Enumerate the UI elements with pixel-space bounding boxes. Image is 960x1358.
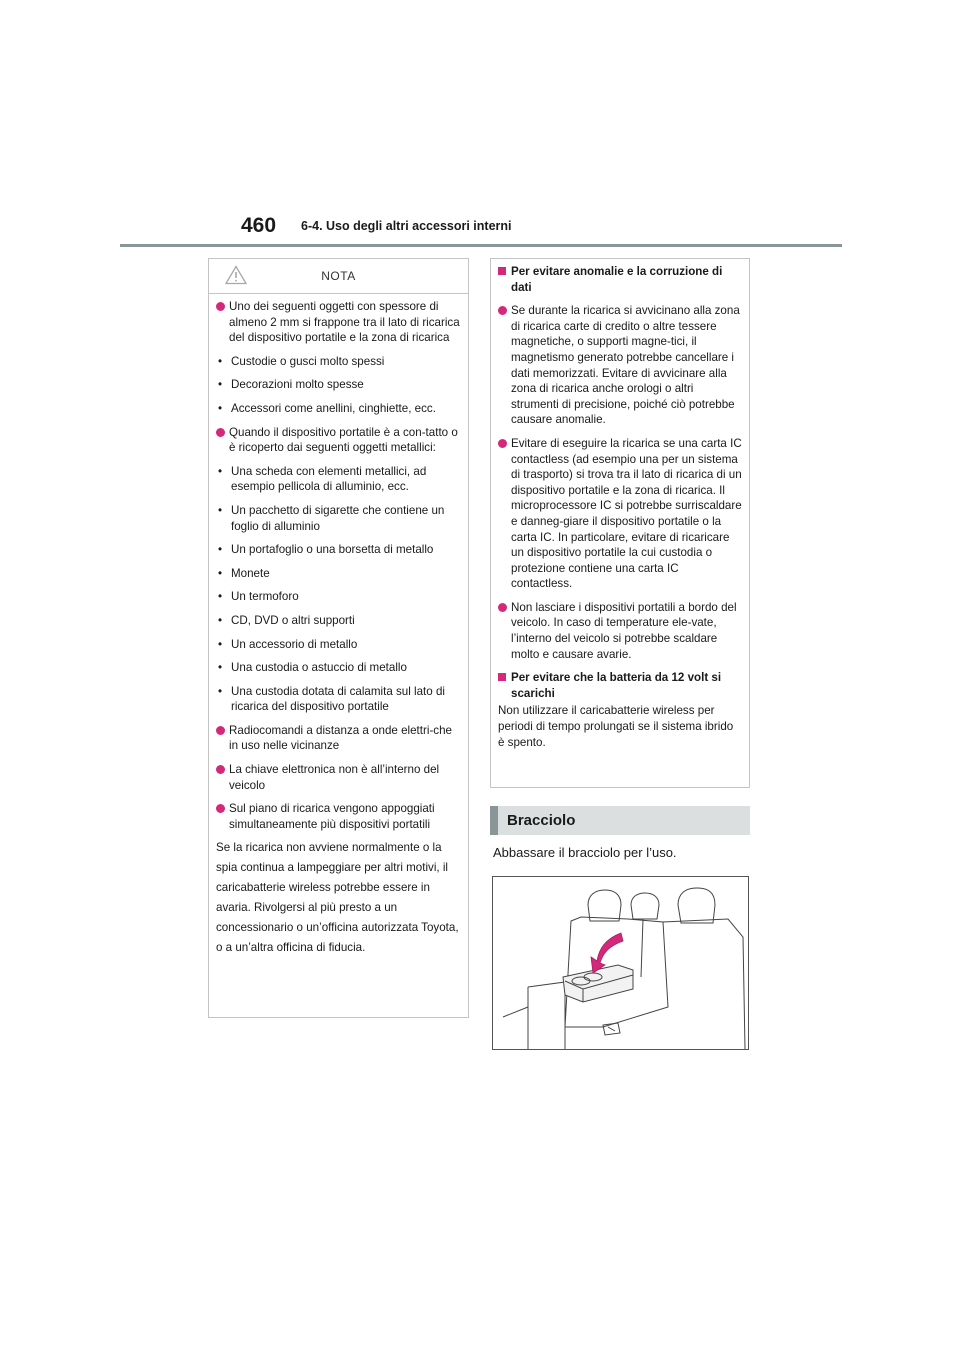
list-item: Radiocomandi a distanza a onde elettri-che in uso nelle vicinanze [216,723,461,754]
list-item: Per evitare anomalie e la corruzione di dati [498,264,742,295]
list-item: • Una custodia dotata di calamita sul lato di ricarica del dispositivo portatile [218,684,445,714]
page-number: 460 [241,214,277,237]
list-item: • Un termoforo [218,590,299,604]
pink-square-icon [498,673,506,681]
bullet-icon: • [218,684,223,698]
pink-dot-icon [498,306,507,315]
header-rule [120,244,842,247]
pink-dot-icon [216,428,225,437]
bullet-icon: • [218,637,223,651]
bracciolo-instruction: Abbassare il bracciolo per l’uso. [493,845,677,860]
info-box [490,258,750,788]
list-item: Quando il dispositivo portatile è a con-tatto o è ricoperto dai seguenti oggetti metallici: [216,425,461,456]
warning-triangle-icon [225,265,247,290]
section-title: 6-4. Uso degli altri accessori interni [301,219,512,233]
info-closing-paragraph: Non utilizzare il caricabatterie wireless per periodi di tempo prolungati se il sistema ibrido è spento. [498,704,734,749]
bullet-icon: • [218,566,223,580]
list-item: Non lasciare i dispositivi portatili a bordo del veicolo. In caso di temperature ele-vate, l’interno del veicolo si potrebbe scaldare molto e causare avarie. [498,600,742,662]
rear-seat-armrest-drawing [493,877,748,1049]
nota-box [208,258,469,1018]
list-item: • Un portafoglio o una borsetta di metallo [218,543,434,557]
list-item: La chiave elettronica non è all’interno del veicolo [216,762,461,793]
list-item: Per evitare che la batteria da 12 volt si scarichi [498,670,742,701]
list-item: Evitare di eseguire la ricarica se una carta IC contactless (ad esempio una per un sistema di trasporto) si trova tra il lato di ricarica di un dispositivo portatile e la zona di ricarica. Il microprocessore IC si potrebbe surriscaldare e danneg-giare il dispositivo portatile o la carta IC. In particolare, evitare di ricaricare un dispositivo portatile la cui custodia o protezione contiene una carta IC contactless. [498,436,742,592]
bullet-icon: • [218,401,223,415]
pink-dot-icon [216,765,225,774]
bullet-icon: • [218,590,223,604]
list-item: • Un accessorio di metallo [218,637,358,651]
pink-square-icon [498,267,506,275]
pink-dot-icon [216,302,225,311]
pink-dot-icon [498,439,507,448]
list-item: • Accessori come anellini, cinghiette, ecc. [218,401,436,415]
bracciolo-title: Bracciolo [507,812,576,829]
list-item: • Monete [218,566,270,580]
bullet-icon: • [218,503,223,517]
pink-dot-icon [216,804,225,813]
bullet-icon: • [218,613,223,627]
list-item: • Un pacchetto di sigarette che contiene un foglio di alluminio [218,503,445,533]
bullet-icon: • [218,464,223,478]
nota-label: NOTA [321,269,356,283]
bullet-icon: • [218,354,223,368]
bullet-icon: • [218,661,223,675]
list-item: • Una custodia o astuccio di metallo [218,661,407,675]
heading-accent [490,806,498,835]
list-item: Uno dei seguenti oggetti con spessore di almeno 2 mm si frappone tra il lato di ricarica del dispositivo portatile e la zona di ricarica [216,299,461,346]
list-item: Se durante la ricarica si avvicinano alla zona di ricarica carte di credito o altre tessere magnetiche, o supporti magne-tici, il magnetismo generato potrebbe cancellare i dati memorizzati. Evitare di avvicinare alla zona di ricarica anche orologi o altri strumenti di precisione, poiché ciò potrebbe causare anomalie. [498,303,742,428]
pink-dot-icon [498,603,507,612]
bullet-icon: • [218,543,223,557]
list-item: Sul piano di ricarica vengono appoggiati simultaneamente più dispositivi portatili [216,801,461,832]
armrest-illustration [492,876,749,1050]
nota-header [209,259,468,294]
pink-dot-icon [216,726,225,735]
nota-closing-paragraph: Se la ricarica non avviene normalmente o la spia continua a lampeggiare per altri motivi, il caricabatterie wireless potrebbe essere in avaria. Rivolgersi al più presto a un concessionario o un’officina autorizzata Toyota, o a un’altra officina di fiducia. [216,841,459,955]
bullet-icon: • [218,378,223,392]
list-item: • Decorazioni molto spesse [218,378,364,392]
list-item: • Custodie o gusci molto spessi [218,354,385,368]
list-item: • Una scheda con elementi metallici, ad esempio pellicola di alluminio, ecc. [218,464,427,494]
bracciolo-heading [490,806,750,835]
list-item: • CD, DVD o altri supporti [218,613,355,627]
nota-body [209,294,468,958]
